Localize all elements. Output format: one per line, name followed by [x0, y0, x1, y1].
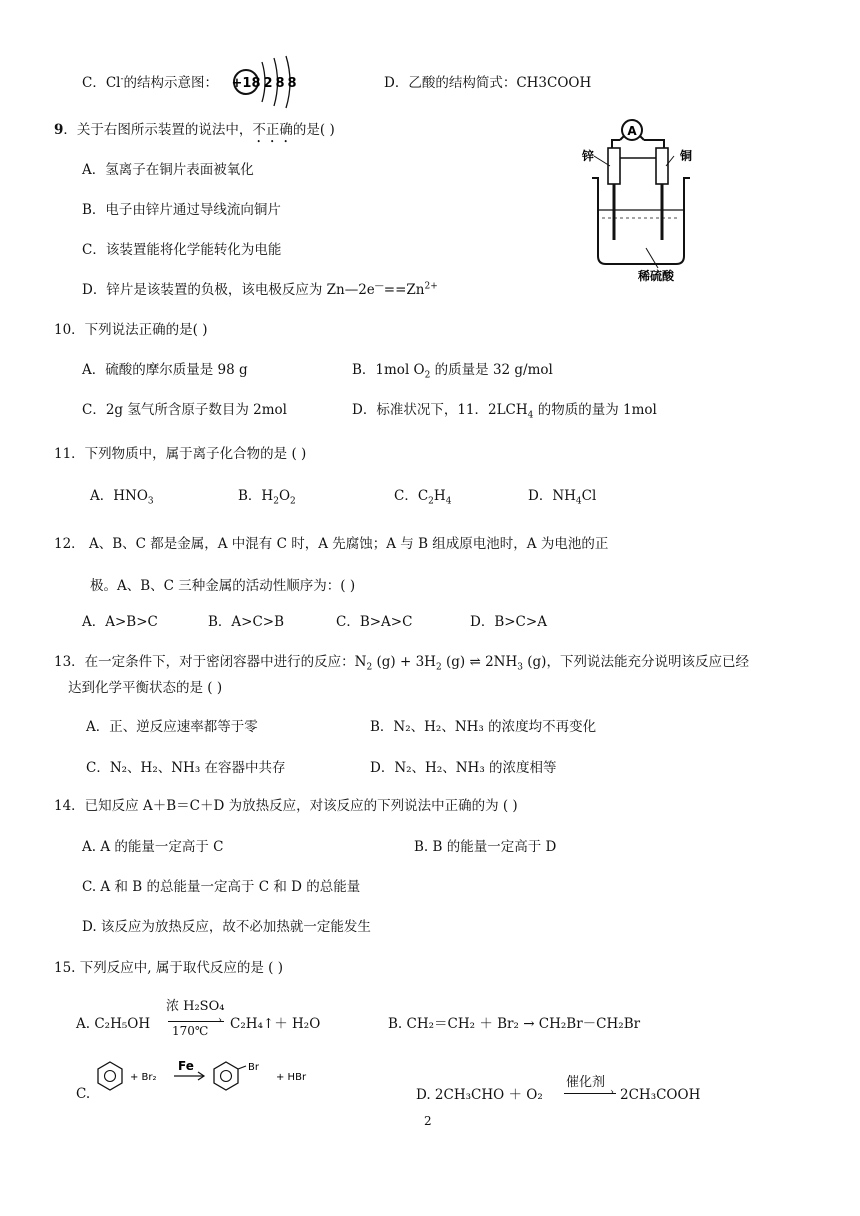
- q13-option-d: D．N₂、H₂、NH₃ 的浓度相等: [370, 760, 557, 776]
- q15-option-d-product: 2CH₃COOH: [620, 1087, 701, 1103]
- ammeter-label: A: [627, 124, 637, 138]
- q10-option-c: C．2g 氢气所含原子数目为 2mol: [82, 402, 287, 418]
- bromobenzene-ring-icon: [214, 1062, 238, 1090]
- q14-option-d: D. 该反应为放热反应，故不必加热就一定能发生: [82, 919, 371, 935]
- q10-option-b: B．1mol $O_2$ 的质量是 32 g/mol: [352, 362, 553, 381]
- q12-stem-line2: 极。A、B、C 三种金属的活动性顺序为：( ): [90, 578, 356, 594]
- q8-option-c: C．Cl-的结构示意图：: [82, 74, 219, 91]
- q11-option-d: D．$NH_4Cl$: [528, 488, 597, 507]
- q8-option-d: D．乙酸的结构简式：CH3COOH: [384, 75, 592, 91]
- q12-stem-line1: 12． A、B、C 都是金属，A 中混有 C 时，A 先腐蚀；A 与 B 组成原电池时，A 为电池的正: [54, 536, 609, 552]
- q13-stem-line1: 13．在一定条件下，对于密闭容器中进行的反应：$N_2$ $(g) + 3H_2$ (g) ⇌ $2NH_3$ (g)，下列说法能充分说明该反应已经: [54, 654, 749, 673]
- q11-option-b: B．$H_2O_2$: [238, 488, 296, 507]
- q9-option-c: C．该装置能将化学能转化为电能: [82, 242, 282, 258]
- q15-option-a-reactant: A. C₂H₅OH: [76, 1016, 151, 1032]
- bromine-substituent: Br: [248, 1062, 259, 1073]
- q9-option-d: D．锌片是该装置的负极，该电极反应为 $Zn—2e^—==Zn^{2+}$: [82, 281, 438, 298]
- q13-option-c: C．N₂、H₂、NH₃ 在容器中共存: [86, 760, 286, 776]
- q15-option-a-condition-bottom: 170℃: [172, 1024, 209, 1038]
- dilute-sulfuric-acid-label: 稀硫酸: [638, 269, 675, 283]
- q11-stem: 11．下列物质中，属于离子化合物的是 ( ): [54, 446, 307, 462]
- q15-option-a-product: C₂H₄↑＋ H₂O: [230, 1016, 321, 1032]
- q15-option-d-arrow: [564, 1093, 616, 1094]
- zinc-label: 锌: [582, 149, 595, 163]
- q9-option-b: B．电子由锌片通过导线流向铜片: [82, 202, 281, 218]
- nucleus-charge: +18: [231, 76, 261, 91]
- q11-option-c: C．$C_2H_4$: [394, 488, 452, 507]
- q14-option-c: C. A 和 B 的总能量一定高于 C 和 D 的总能量: [82, 879, 361, 895]
- q13-option-a: A．正、逆反应速率都等于零: [86, 719, 258, 735]
- equilibrium-arrow: ⇌: [469, 654, 481, 670]
- copper-label: 铜: [680, 149, 693, 163]
- q15-option-a-condition-top: 浓 H₂SO₄: [166, 999, 225, 1014]
- q15-stem: 15. 下列反应中, 属于取代反应的是 ( ): [54, 960, 283, 976]
- q9-option-a: A．氢离子在铜片表面被氧化: [82, 162, 254, 178]
- shell-3-count: 8: [287, 76, 297, 91]
- iron-catalyst: Fe: [178, 1059, 194, 1073]
- q10-option-d: D．标准状况下，11．$2LCH_4$ 的物质的量为 1mol: [352, 402, 657, 421]
- benzene-ring-icon: [98, 1062, 122, 1090]
- q15-option-d-arrowhead: ›: [610, 1087, 614, 1098]
- chlorine-ion-structure-diagram: [230, 52, 302, 112]
- q12-option-b: B．A>C>B: [208, 614, 285, 630]
- bromine-reagent: + Br₂: [130, 1072, 157, 1083]
- emphasis-not-correct: 不正确: [252, 122, 293, 138]
- hbr-byproduct: + HBr: [276, 1072, 307, 1083]
- q15-option-d-reactants: D. 2CH₃CHO ＋ O₂: [416, 1087, 543, 1103]
- q11-option-a: A．$HNO_3$: [90, 488, 154, 507]
- q14-option-b: B. B 的能量一定高于 D: [414, 839, 557, 855]
- q13-stem-line2: 达到化学平衡状态的是 ( ): [68, 680, 223, 696]
- q14-option-a: A. A 的能量一定高于 C: [82, 839, 224, 855]
- q12-option-c: C．B>A>C: [336, 614, 413, 630]
- q10-stem: 10．下列说法正确的是( ): [54, 322, 208, 338]
- q15-option-b: B. CH₂＝CH₂ ＋ Br₂ → CH₂Br－CH₂Br: [388, 1016, 641, 1032]
- shell-1-count: 2: [263, 76, 273, 91]
- q12-option-d: D．B>C>A: [470, 614, 547, 630]
- q15-option-d-condition: 催化剂: [566, 1075, 606, 1090]
- q13-option-b: B．N₂、H₂、NH₃ 的浓度均不再变化: [370, 719, 597, 735]
- q15-option-c-label: C.: [76, 1086, 91, 1102]
- galvanic-cell-figure: [576, 118, 716, 288]
- q14-stem: 14．已知反应 A＋B＝C＋D 为放热反应，对该反应的下列说法中正确的为 ( ): [54, 798, 518, 814]
- shell-2-count: 8: [275, 76, 285, 91]
- page-number: 2: [424, 1114, 432, 1128]
- q15-option-c-benzene-bromination: [96, 1056, 336, 1096]
- q10-option-a: A．硫酸的摩尔质量是 98 g: [82, 362, 248, 378]
- q9-stem: 9．关于右图所示装置的说法中，不正确的是( ): [54, 122, 335, 138]
- q15-option-a-arrowhead: ›: [218, 1015, 222, 1026]
- q12-option-a: A．A>B>C: [82, 614, 158, 630]
